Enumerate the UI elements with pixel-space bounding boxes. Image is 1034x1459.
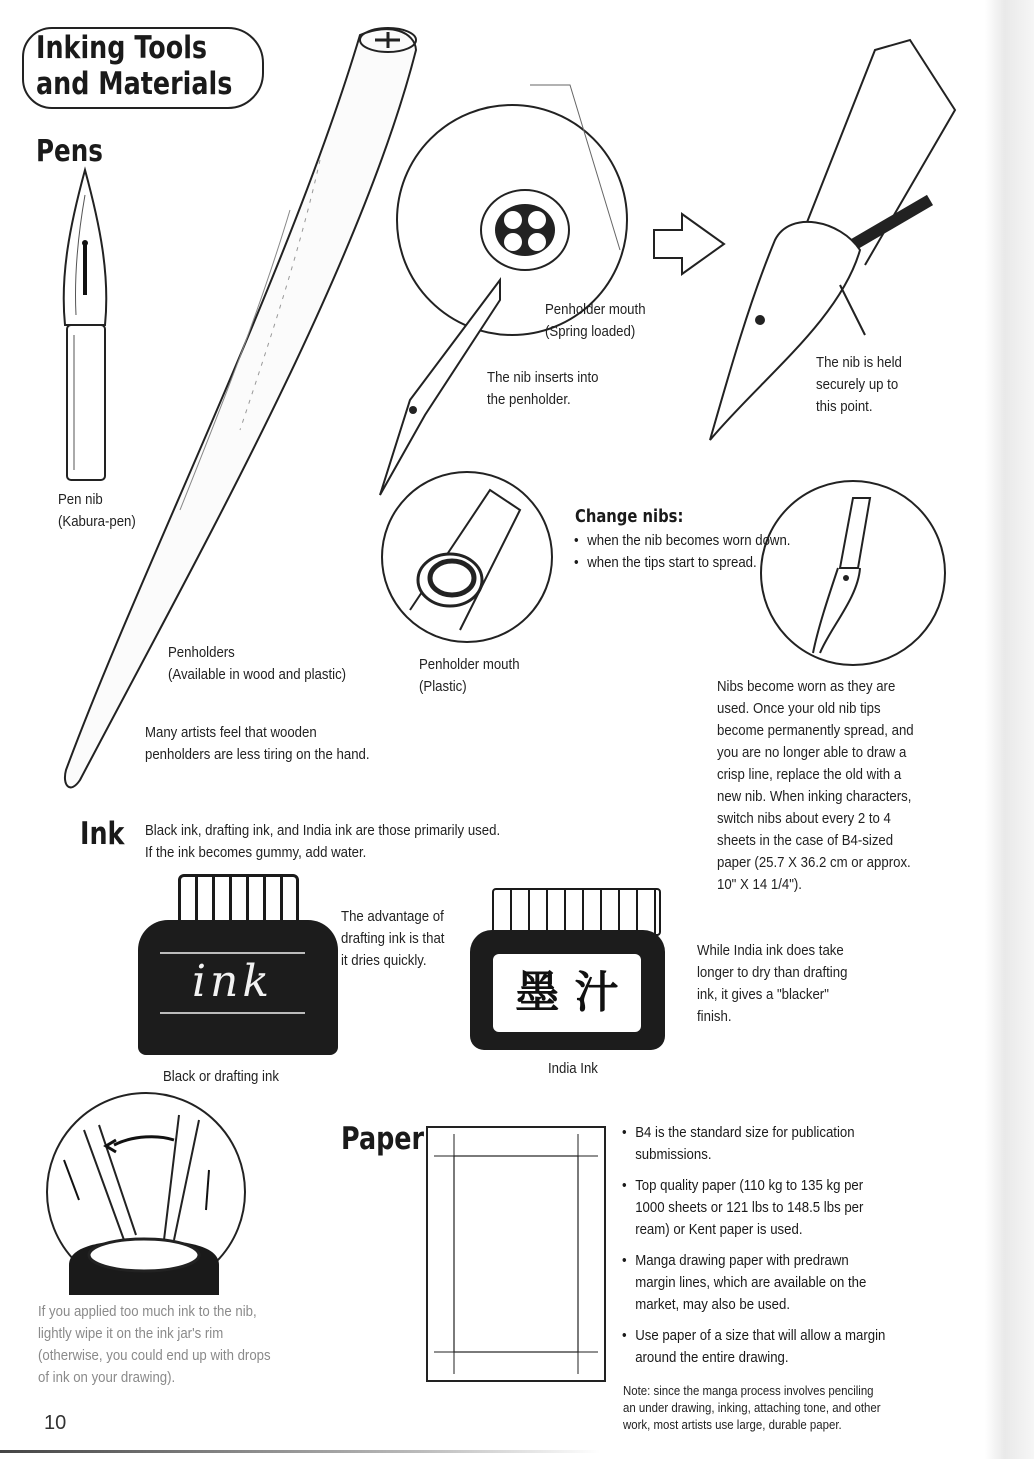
worn-nib-illustration [758,478,948,668]
change-nibs-heading: Change nibs: [575,506,684,527]
bottle-cap [492,888,661,936]
drafting-advantage-caption: The advantage of drafting ink is that it dries quickly. [341,908,445,969]
nibs-worn-caption: Nibs become worn as they are used. Once your old nib tips become permanently spread, and you are no longer able to draw a crisp line, replace the old with a new nib. When inking characters, switch nibs about every 2 to 4 sheets in the case of B4-sized paper (25.7 X 36.2 cm or approx. 10" X 14 1/4"). [717,678,914,893]
mouth-spring-caption: Penholder mouth (Spring loaded) [545,301,646,340]
penholders-note: Many artists feel that wooden penholders are less tiring on the hand. [145,724,370,763]
paper-bullets [622,1122,965,1378]
list-item: • Top quality paper (110 kg to 135 kg per 1000 sheets or 121 lbs to 148.5 lbs per ream) or Kent paper is used. [622,1175,965,1241]
list-item: • Manga drawing paper with predrawn margin lines, which are available on the market, may also be used. [622,1250,965,1316]
page-bottom-edge [0,1450,600,1453]
ink-bottle-black [130,872,345,1060]
page-title-line2: and Materials [36,66,233,102]
penholder-mouth-spring-illustration [380,80,650,500]
nib-inserts-caption: The nib inserts into the penholder. [487,369,599,408]
paper-note: Note: since the manga process involves penciling an under drawing, inking, attaching tone, and other work, most artists use large, durable paper. [623,1383,881,1432]
bottle-label: 墨 汁 [493,954,641,1032]
paper-illustration [426,1126,606,1382]
wipe-note-caption: If you applied too much ink to the nib, lightly wipe it on the ink jar's rim (otherwise, you could end up with drops of ink on your drawing). [38,1303,271,1386]
page-gutter-shadow [985,0,1034,1459]
pen-nib-caption: Pen nib (Kabura-pen) [58,491,136,530]
ink-bottle-india [465,886,670,1054]
bottle1-caption: Black or drafting ink [163,1068,279,1085]
bottle-label: ink [160,952,305,1014]
india-note-caption: While India ink does take longer to dry than drafting ink, it gives a "blacker" finish. [697,942,848,1025]
page-title-line1: Inking Tools [36,30,208,66]
wipe-nib-illustration [44,1090,249,1295]
list-item: • Use paper of a size that will allow a margin around the entire drawing. [622,1325,965,1369]
list-item: • when the tips start to spread. [574,552,838,574]
ink-intro: Black ink, drafting ink, and India ink are those primarily used. If the ink becomes gummy, add water. [145,822,501,861]
list-item: • B4 is the standard size for publication submissions. [622,1122,965,1166]
page-number: 10 [44,1412,67,1434]
list-item: • when the nib becomes worn down. [574,530,838,552]
paper-heading: Paper [341,1121,425,1157]
penholder-mouth-plastic-illustration [380,470,555,645]
penholders-caption: Penholders (Available in wood and plastic) [168,644,347,683]
mouth-plastic-caption: Penholder mouth (Plastic) [419,656,520,695]
nib-held-caption: The nib is held securely up to this point. [816,354,902,415]
pens-heading: Pens [36,134,103,169]
ink-heading: Ink [80,816,125,852]
bottle2-caption: India Ink [548,1060,598,1077]
